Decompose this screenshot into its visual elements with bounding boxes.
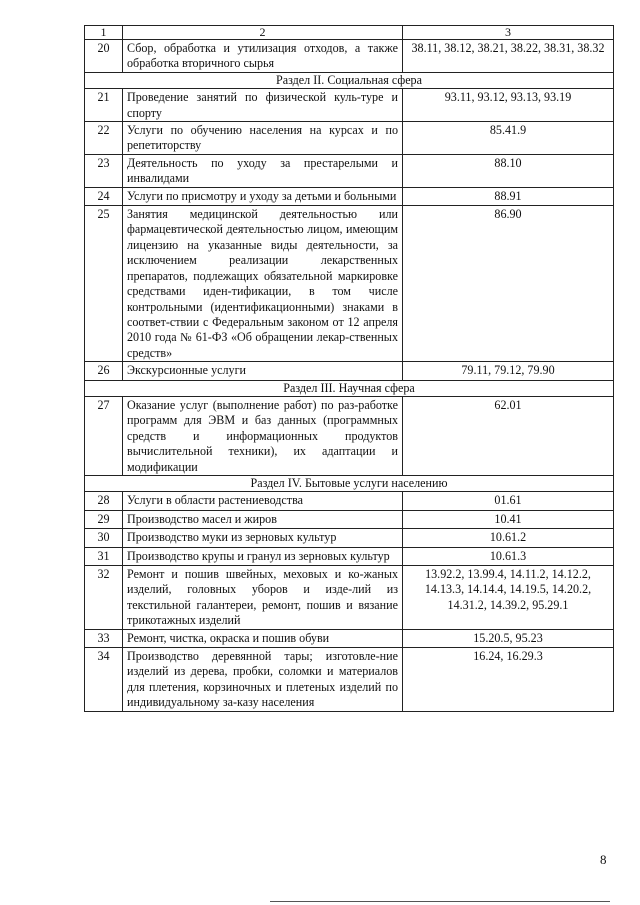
row-number: 21 — [85, 89, 123, 122]
table-row — [85, 187, 614, 205]
header-col-1: 1 — [85, 26, 123, 40]
row-description: Занятия медицинской деятельностью или фармацевтической деятельностью лицом, имеющим лицензию на указанные виды деятельности, за исключением реализации лекарственных препаратов, подлежащих обязательной маркировке средствами иден-тификации, в том числе контрольными (идентификационными) знаками в соответ-ствии с Федеральным законом от 12 апреля 2010 года № 61-ФЗ «Об обращении лекар-ственных средств» — [123, 206, 403, 362]
row-description: Сбор, обработка и утилизация отходов, а также обработка вторичного сырья — [123, 40, 403, 73]
row-number: 32 — [85, 566, 123, 630]
table-row — [85, 362, 614, 380]
table-row — [85, 89, 614, 122]
row-codes: 38.11, 38.12, 38.21, 38.22, 38.31, 38.32 — [403, 40, 614, 73]
row-codes: 93.11, 93.12, 93.13, 93.19 — [403, 89, 614, 122]
row-number: 31 — [85, 547, 123, 565]
row-number: 25 — [85, 206, 123, 362]
row-description: Ремонт и пошив швейных, меховых и ко-жаных изделий, головных уборов и изде-лий из текстильной галантереи, ремонт, пошив и вязание трикотажных изделий — [123, 566, 403, 630]
section-header-row — [85, 380, 614, 396]
section-title: Раздел III. Научная сфера — [85, 380, 614, 396]
row-number: 20 — [85, 40, 123, 73]
row-codes: 86.90 — [403, 206, 614, 362]
table-row — [85, 629, 614, 647]
row-codes: 01.61 — [403, 492, 614, 510]
row-number: 28 — [85, 492, 123, 510]
row-description: Оказание услуг (выполнение работ) по раз-работке программ для ЭВМ и баз данных (программных средств и информационных продуктов вычислительной техники), их адаптации и модификации — [123, 396, 403, 475]
header-col-2: 2 — [123, 26, 403, 40]
row-number: 34 — [85, 648, 123, 712]
row-description: Услуги в области растениеводства — [123, 492, 403, 510]
section-title: Раздел IV. Бытовые услуги населению — [85, 475, 614, 491]
row-description: Производство масел и жиров — [123, 510, 403, 528]
table-row — [85, 492, 614, 510]
header-col-3: 3 — [403, 26, 614, 40]
table-row — [85, 566, 614, 630]
section-header-row — [85, 72, 614, 88]
table-row — [85, 40, 614, 73]
row-codes: 85.41.9 — [403, 122, 614, 155]
table-row — [85, 510, 614, 528]
row-codes: 10.61.3 — [403, 547, 614, 565]
row-description: Экскурсионные услуги — [123, 362, 403, 380]
row-number: 33 — [85, 629, 123, 647]
row-description: Услуги по присмотру и уходу за детьми и больными — [123, 187, 403, 205]
table-row — [85, 154, 614, 187]
services-table — [84, 25, 614, 712]
row-number: 23 — [85, 154, 123, 187]
table-row — [85, 547, 614, 565]
table-header-row — [85, 26, 614, 40]
row-description: Производство крупы и гранул из зерновых культур — [123, 547, 403, 565]
table-row — [85, 396, 614, 475]
table-row — [85, 648, 614, 712]
row-codes: 10.41 — [403, 510, 614, 528]
row-codes: 15.20.5, 95.23 — [403, 629, 614, 647]
row-codes: 13.92.2, 13.99.4, 14.11.2, 14.12.2, 14.13.3, 14.14.4, 14.19.5, 14.20.2, 14.31.2, 14.39.2, 95.29.1 — [403, 566, 614, 630]
row-codes: 88.10 — [403, 154, 614, 187]
row-codes: 10.61.2 — [403, 529, 614, 547]
row-description: Производство деревянной тары; изготовле-ние изделий из дерева, пробки, соломки и материалов для плетения, корзиночных и плетеных изделий по индивидуальному за-казу населения — [123, 648, 403, 712]
row-description: Деятельность по уходу за престарелыми и инвалидами — [123, 154, 403, 187]
table-row — [85, 206, 614, 362]
table-row — [85, 122, 614, 155]
section-title: Раздел II. Социальная сфера — [85, 72, 614, 88]
page-number: 8 — [600, 852, 607, 867]
row-number: 22 — [85, 122, 123, 155]
row-description: Услуги по обучению населения на курсах и по репетиторству — [123, 122, 403, 155]
row-number: 26 — [85, 362, 123, 380]
row-number: 30 — [85, 529, 123, 547]
row-number: 24 — [85, 187, 123, 205]
row-codes: 62.01 — [403, 396, 614, 475]
row-codes: 88.91 — [403, 187, 614, 205]
row-number: 27 — [85, 396, 123, 475]
row-description: Ремонт, чистка, окраска и пошив обуви — [123, 629, 403, 647]
row-codes: 79.11, 79.12, 79.90 — [403, 362, 614, 380]
row-number: 29 — [85, 510, 123, 528]
section-header-row — [85, 475, 614, 491]
table-row — [85, 529, 614, 547]
row-description: Проведение занятий по физической куль-туре и спорту — [123, 89, 403, 122]
row-description: Производство муки из зерновых культур — [123, 529, 403, 547]
footer-divider — [270, 901, 610, 902]
row-codes: 16.24, 16.29.3 — [403, 648, 614, 712]
